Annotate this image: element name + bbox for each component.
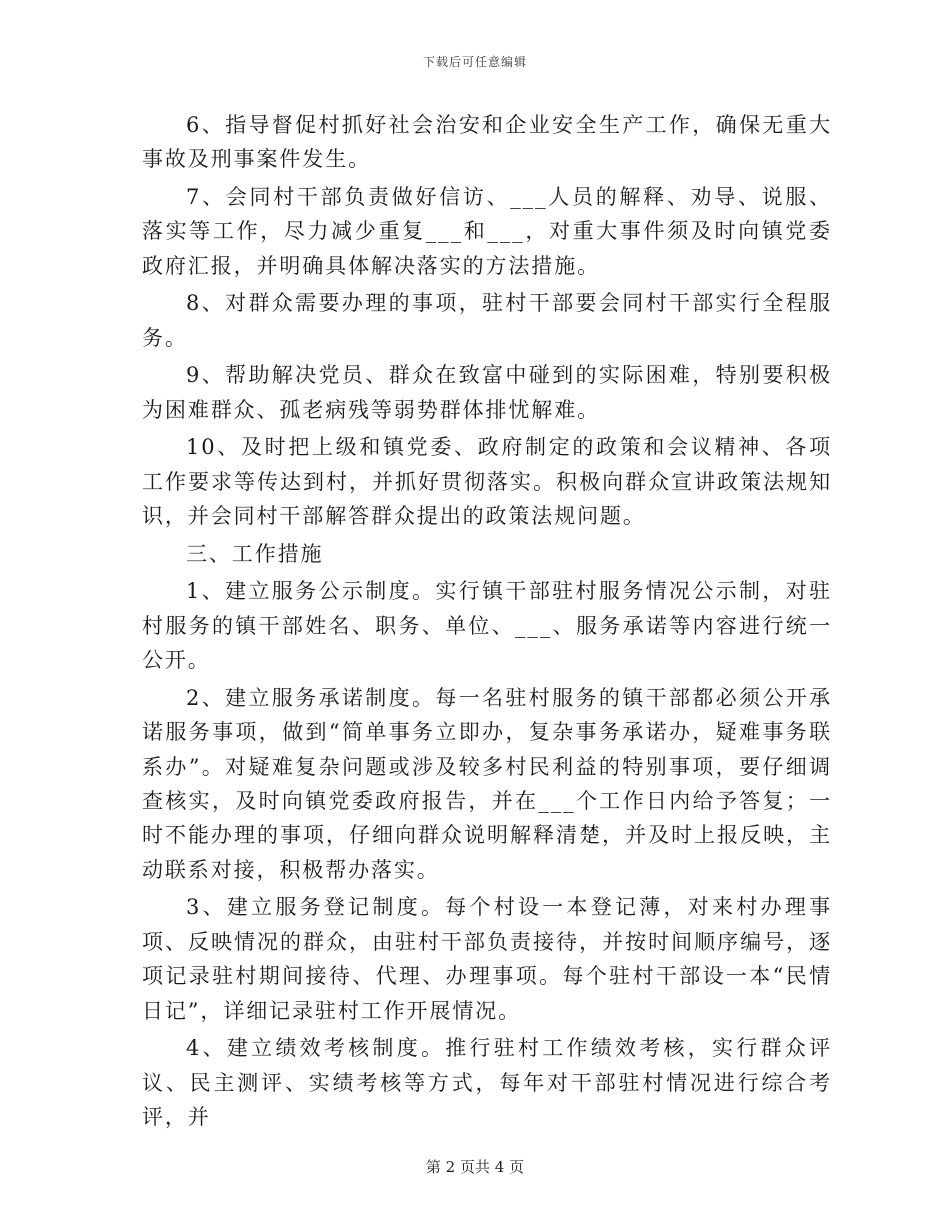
page-header: 下载后可任意编辑 (422, 55, 527, 69)
paragraph: 9、帮助解决党员、群众在致富中碰到的实际困难，特别要积极为困难群众、孤老病残等弱势群体排忧解难。 (142, 363, 832, 422)
paragraph: 2、建立服务承诺制度。每一名驻村服务的镇干部都必须公开承诺服务事项，做到“简单事务立即办，复杂事务承诺办，疑难事务联系办”。对疑难复杂问题或涉及较多村民利益的特别事项，要仔细调查核实，及时向镇党委政府报告，并在___个工作日内给予答复；一时不能办理的事项，仔细向群众说明解释清楚，并及时上报反映，主动联系对接，积极帮办落实。 (142, 685, 832, 882)
paragraph: 10、及时把上级和镇党委、政府制定的政策和会议精神、各项工作要求等传达到村，并抓好贯彻落实。积极向群众宣讲政策法规知识，并会同村干部解答群众提出的政策法规问题。 (142, 435, 832, 529)
paragraph: 6、指导督促村抓好社会治安和企业安全生产工作，确保无重大事故及刑事案件发生。 (142, 113, 832, 172)
paragraph: 8、对群众需要办理的事项，驻村干部要会同村干部实行全程服务。 (142, 291, 832, 350)
paragraph: 1、建立服务公示制度。实行镇干部驻村服务情况公示制，对驻村服务的镇干部姓名、职务、单位、___、服务承诺等内容进行统一公开。 (142, 579, 832, 673)
document-body (142, 108, 832, 1138)
paragraph: 4、建立绩效考核制度。推行驻村工作绩效考核，实行群众评议、民主测评、实绩考核等方式，每年对干部驻村情况进行综合考评，并 (142, 1036, 832, 1130)
page-footer: 第 2 页共 4 页 (425, 1158, 525, 1176)
paragraph: 3、建立服务登记制度。每个村设一本登记薄，对来村办理事项、反映情况的群众，由驻村干部负责接待，并按时间顺序编号，逐项记录驻村期间接待、代理、办理事项。每个驻村干部设一本“民情日记”，详细记录驻村工作开展情况。 (142, 895, 832, 1023)
section-heading: 三、工作措施 (186, 541, 324, 566)
paragraph: 7、会同村干部负责做好信访、___人员的解释、劝导、说服、落实等工作，尽力减少重复___和___，对重大事件须及时向镇党委政府汇报，并明确具体解决落实的方法措施。 (142, 185, 832, 278)
